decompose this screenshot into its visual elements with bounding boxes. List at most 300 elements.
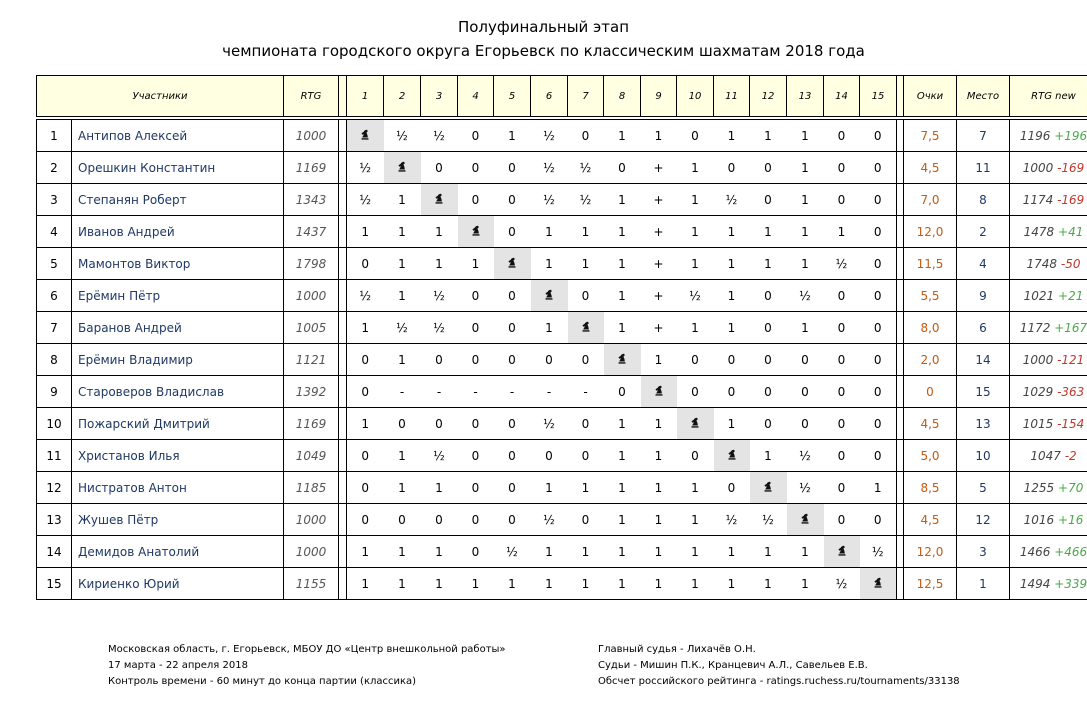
player-rtg: 1049 (284, 440, 339, 472)
result-cell: 1 (458, 248, 494, 280)
player-rtg-new (1010, 312, 1087, 344)
result-cell: 0 (421, 504, 458, 536)
result-cell: 1 (604, 504, 641, 536)
knight-icon (652, 386, 666, 400)
result-cell: 0 (824, 120, 860, 152)
rtg-new-value: 1478 (1023, 224, 1055, 239)
result-cell: 1 (677, 248, 714, 280)
result-cell: 0 (824, 472, 860, 504)
result-cell: + (641, 280, 677, 312)
table-row (37, 472, 1087, 504)
result-cell: 0 (384, 408, 421, 440)
result-cell: 1 (421, 536, 458, 568)
result-cell: 0 (458, 184, 494, 216)
result-cell: 1 (568, 536, 604, 568)
result-cell: 1 (531, 312, 568, 344)
table-row (37, 408, 1087, 440)
rtg-new-value: 1255 (1023, 480, 1055, 495)
self-cell (347, 120, 384, 152)
result-cell: 1 (347, 216, 384, 248)
result-cell: ½ (531, 504, 568, 536)
result-cell: 1 (641, 568, 677, 600)
result-cell: 1 (750, 248, 787, 280)
rtg-delta: +16 (1058, 512, 1084, 527)
result-cell: 1 (568, 568, 604, 600)
result-cell: 0 (824, 152, 860, 184)
result-cell: 1 (641, 536, 677, 568)
header-row (37, 76, 1087, 117)
self-cell (604, 344, 641, 376)
player-points: 5,5 (904, 280, 957, 312)
result-cell: 0 (494, 408, 531, 440)
result-cell: 0 (604, 376, 641, 408)
player-number: 13 (37, 504, 72, 536)
result-cell: 0 (860, 184, 897, 216)
result-cell: 0 (458, 152, 494, 184)
self-cell (531, 280, 568, 312)
player-rtg: 1155 (284, 568, 339, 600)
result-cell: 0 (824, 376, 860, 408)
table-row (37, 152, 1087, 184)
result-cell: 1 (347, 536, 384, 568)
player-name: Ерёмин Пётр (72, 280, 284, 312)
result-cell: ½ (347, 152, 384, 184)
result-cell: 0 (860, 216, 897, 248)
player-name: Иванов Андрей (72, 216, 284, 248)
result-cell: 1 (787, 568, 824, 600)
table-row (37, 376, 1087, 408)
result-cell: 0 (494, 152, 531, 184)
player-place: 7 (957, 120, 1010, 152)
result-cell: 1 (677, 536, 714, 568)
result-cell: 0 (347, 504, 384, 536)
result-cell: ½ (384, 312, 421, 344)
result-cell: 0 (677, 440, 714, 472)
result-cell: 1 (677, 312, 714, 344)
result-cell: ½ (824, 568, 860, 600)
round-header: 5 (494, 76, 531, 117)
self-cell (714, 440, 750, 472)
result-cell: 1 (531, 536, 568, 568)
result-cell: 1 (421, 472, 458, 504)
player-points: 8,5 (904, 472, 957, 504)
round-header: 12 (750, 76, 787, 117)
player-rtg: 1392 (284, 376, 339, 408)
result-cell: 0 (494, 440, 531, 472)
result-cell: 0 (677, 344, 714, 376)
result-cell: 0 (677, 120, 714, 152)
result-cell: ½ (421, 280, 458, 312)
result-cell: 0 (494, 216, 531, 248)
round-header: 13 (787, 76, 824, 117)
result-cell: 0 (860, 312, 897, 344)
round-header: 15 (860, 76, 897, 117)
result-cell: ½ (347, 280, 384, 312)
self-cell (641, 376, 677, 408)
table-row (37, 312, 1087, 344)
result-cell: 0 (494, 344, 531, 376)
table-row (37, 120, 1087, 152)
result-cell: 0 (458, 472, 494, 504)
result-cell: 0 (347, 376, 384, 408)
result-cell: 0 (714, 344, 750, 376)
result-cell: 1 (531, 568, 568, 600)
result-cell: 0 (347, 344, 384, 376)
rtg-delta: +70 (1058, 480, 1084, 495)
result-cell: 1 (604, 408, 641, 440)
result-cell: 1 (714, 312, 750, 344)
result-cell: 0 (568, 280, 604, 312)
player-rtg-new (1010, 408, 1087, 440)
player-number: 3 (37, 184, 72, 216)
player-rtg-new (1010, 536, 1087, 568)
knight-icon (761, 482, 775, 496)
result-cell: 1 (458, 568, 494, 600)
result-cell: 1 (384, 440, 421, 472)
result-cell: 1 (531, 216, 568, 248)
rtg-new-header: RTG new (1010, 76, 1087, 117)
result-cell: 0 (494, 312, 531, 344)
result-cell: 1 (750, 536, 787, 568)
player-number: 1 (37, 120, 72, 152)
result-cell: ½ (787, 280, 824, 312)
rtg-delta: +196 (1054, 128, 1087, 143)
result-cell: 0 (860, 408, 897, 440)
player-place: 15 (957, 376, 1010, 408)
place-header: Место (957, 76, 1010, 117)
result-cell: 0 (421, 344, 458, 376)
result-cell: 0 (750, 408, 787, 440)
result-cell: 1 (604, 312, 641, 344)
result-cell: 1 (787, 184, 824, 216)
result-cell: 0 (677, 376, 714, 408)
player-rtg-new (1010, 248, 1087, 280)
result-cell: 1 (677, 568, 714, 600)
result-cell: 0 (750, 344, 787, 376)
result-cell: 0 (750, 184, 787, 216)
result-cell: 0 (824, 312, 860, 344)
rtg-new-value: 1021 (1023, 288, 1055, 303)
player-rtg: 1000 (284, 504, 339, 536)
player-rtg-new (1010, 344, 1087, 376)
result-cell: 0 (824, 408, 860, 440)
knight-icon (395, 162, 409, 176)
result-cell: - (531, 376, 568, 408)
rtg-delta: -50 (1060, 256, 1081, 271)
result-cell: 1 (384, 280, 421, 312)
result-cell: - (421, 376, 458, 408)
round-header: 2 (384, 76, 421, 117)
result-cell: 1 (714, 408, 750, 440)
result-cell: 1 (824, 216, 860, 248)
result-cell: 0 (824, 440, 860, 472)
result-cell: 0 (494, 184, 531, 216)
result-cell: 1 (421, 216, 458, 248)
rtg-new-value: 1466 (1019, 544, 1051, 559)
result-cell: 1 (787, 248, 824, 280)
rtg-delta: +339 (1054, 576, 1087, 591)
result-cell: 1 (714, 248, 750, 280)
result-cell: + (641, 312, 677, 344)
result-cell: 0 (750, 312, 787, 344)
player-rtg: 1000 (284, 120, 339, 152)
player-rtg-new (1010, 504, 1087, 536)
rtg-new-value: 1015 (1022, 416, 1054, 431)
player-number: 4 (37, 216, 72, 248)
result-cell: 0 (458, 504, 494, 536)
rtg-delta: +167 (1054, 320, 1087, 335)
result-cell: 1 (641, 472, 677, 504)
result-cell: 0 (421, 152, 458, 184)
result-cell: 0 (824, 280, 860, 312)
round-header: 1 (347, 76, 384, 117)
player-points: 12,0 (904, 216, 957, 248)
player-points: 11,5 (904, 248, 957, 280)
player-rtg: 1798 (284, 248, 339, 280)
result-cell: + (641, 248, 677, 280)
table-row (37, 248, 1087, 280)
result-cell: 0 (347, 248, 384, 280)
footer-venue: Московская область, г. Егорьевск, МБОУ ДО «Центр внешкольной работы» (108, 644, 506, 655)
self-cell (384, 152, 421, 184)
result-cell: 1 (421, 568, 458, 600)
result-cell: ½ (384, 120, 421, 152)
player-name: Ерёмин Владимир (72, 344, 284, 376)
result-cell: 1 (384, 536, 421, 568)
rtg-delta: -363 (1057, 384, 1085, 399)
knight-icon (725, 450, 739, 464)
result-cell: 0 (494, 504, 531, 536)
result-cell: ½ (568, 184, 604, 216)
player-place: 3 (957, 536, 1010, 568)
player-number: 8 (37, 344, 72, 376)
rtg-delta: -154 (1057, 416, 1085, 431)
player-rtg-new (1010, 120, 1087, 152)
points-header: Очки (904, 76, 957, 117)
player-place: 4 (957, 248, 1010, 280)
result-cell: 1 (750, 568, 787, 600)
result-cell: + (641, 152, 677, 184)
result-cell: 1 (677, 216, 714, 248)
result-cell: 0 (860, 440, 897, 472)
player-rtg-new (1010, 440, 1087, 472)
player-rtg: 1005 (284, 312, 339, 344)
result-cell: 0 (458, 344, 494, 376)
result-cell: 0 (531, 440, 568, 472)
result-cell: 0 (458, 280, 494, 312)
self-cell (421, 184, 458, 216)
result-cell: 0 (568, 504, 604, 536)
rtg-delta: +466 (1054, 544, 1087, 559)
knight-icon (542, 290, 556, 304)
result-cell: 0 (824, 344, 860, 376)
result-cell: 1 (641, 440, 677, 472)
result-cell: 1 (714, 216, 750, 248)
player-rtg: 1121 (284, 344, 339, 376)
player-name: Нистратов Антон (72, 472, 284, 504)
result-cell: 0 (787, 376, 824, 408)
knight-icon (835, 546, 849, 560)
result-cell: 0 (568, 344, 604, 376)
player-points: 5,0 (904, 440, 957, 472)
result-cell: 1 (531, 472, 568, 504)
player-points: 4,5 (904, 408, 957, 440)
result-cell: 1 (750, 216, 787, 248)
self-cell (458, 216, 494, 248)
player-name: Христанов Илья (72, 440, 284, 472)
knight-icon (505, 258, 519, 272)
result-cell: - (568, 376, 604, 408)
result-cell: + (641, 184, 677, 216)
player-points: 2,0 (904, 344, 957, 376)
player-place: 9 (957, 280, 1010, 312)
result-cell: 0 (750, 152, 787, 184)
player-points: 12,5 (904, 568, 957, 600)
title-line-1: Полуфинальный этап (457, 18, 630, 36)
player-rtg: 1169 (284, 152, 339, 184)
result-cell: 0 (458, 408, 494, 440)
round-header: 7 (568, 76, 604, 117)
self-cell (494, 248, 531, 280)
round-header: 14 (824, 76, 860, 117)
result-cell: 0 (787, 344, 824, 376)
player-rtg-new (1010, 568, 1087, 600)
result-cell: 1 (421, 248, 458, 280)
result-cell: 0 (860, 120, 897, 152)
result-cell: 1 (714, 536, 750, 568)
player-name: Баранов Андрей (72, 312, 284, 344)
result-cell: 0 (860, 152, 897, 184)
result-cell: 0 (860, 376, 897, 408)
rtg-new-value: 1016 (1023, 512, 1055, 527)
result-cell: 1 (714, 280, 750, 312)
result-cell: ½ (531, 120, 568, 152)
result-cell: 1 (787, 120, 824, 152)
player-points: 12,0 (904, 536, 957, 568)
result-cell: ½ (787, 440, 824, 472)
rtg-delta: +41 (1058, 224, 1084, 239)
participants-header: Участники (37, 76, 284, 117)
round-header: 3 (421, 76, 458, 117)
table-row (37, 216, 1087, 248)
result-cell: + (641, 216, 677, 248)
footer-chief-arbiter: Главный судья - Лихачёв О.Н. (598, 644, 756, 655)
round-header: 11 (714, 76, 750, 117)
rtg-delta: +21 (1058, 288, 1084, 303)
result-cell: ½ (494, 536, 531, 568)
footer-rating-link: Обсчет российского рейтинга - ratings.ruchess.ru/tournaments/33138 (598, 676, 960, 687)
player-number: 7 (37, 312, 72, 344)
table-row (37, 344, 1087, 376)
result-cell: 1 (677, 184, 714, 216)
player-rtg: 1169 (284, 408, 339, 440)
player-place: 12 (957, 504, 1010, 536)
result-cell: 0 (347, 440, 384, 472)
player-name: Орешкин Константин (72, 152, 284, 184)
result-cell: 0 (824, 184, 860, 216)
player-number: 10 (37, 408, 72, 440)
player-name: Антипов Алексей (72, 120, 284, 152)
knight-icon (615, 354, 629, 368)
result-cell: 1 (750, 440, 787, 472)
player-rtg: 1437 (284, 216, 339, 248)
rtg-new-value: 1748 (1026, 256, 1058, 271)
knight-icon (579, 322, 593, 336)
result-cell: 0 (458, 120, 494, 152)
result-cell: 1 (568, 472, 604, 504)
result-cell: ½ (750, 504, 787, 536)
result-cell: ½ (787, 472, 824, 504)
result-cell: ½ (568, 152, 604, 184)
result-cell: 0 (714, 472, 750, 504)
self-cell (568, 312, 604, 344)
rtg-new-value: 1494 (1019, 576, 1051, 591)
rtg-new-value: 1172 (1019, 320, 1051, 335)
player-number: 5 (37, 248, 72, 280)
knight-icon (871, 578, 885, 592)
rtg-new-value: 1000 (1022, 352, 1054, 367)
table-row (37, 536, 1087, 568)
result-cell: 0 (458, 440, 494, 472)
player-points: 4,5 (904, 152, 957, 184)
result-cell: 1 (604, 440, 641, 472)
knight-icon (469, 226, 483, 240)
player-points: 0 (904, 376, 957, 408)
knight-icon (358, 130, 372, 144)
player-rtg-new (1010, 184, 1087, 216)
result-cell: 0 (860, 344, 897, 376)
player-place: 6 (957, 312, 1010, 344)
result-cell: - (384, 376, 421, 408)
result-cell: 1 (787, 216, 824, 248)
result-cell: 1 (714, 120, 750, 152)
result-cell: 1 (641, 504, 677, 536)
player-rtg: 1185 (284, 472, 339, 504)
result-cell: 0 (714, 376, 750, 408)
result-cell: 1 (641, 120, 677, 152)
result-cell: 1 (384, 568, 421, 600)
player-rtg: 1343 (284, 184, 339, 216)
footer-time-control: Контроль времени - 60 минут до конца партии (классика) (108, 676, 417, 687)
result-cell: 1 (641, 408, 677, 440)
result-cell: 0 (860, 280, 897, 312)
result-cell: 0 (568, 440, 604, 472)
round-header: 8 (604, 76, 641, 117)
result-cell: 1 (860, 472, 897, 504)
player-place: 5 (957, 472, 1010, 504)
footer-right (598, 642, 960, 690)
table-row (37, 504, 1087, 536)
rtg-delta: -2 (1064, 448, 1077, 463)
footer-arbiters: Судьи - Мишин П.К., Кранцевич А.Л., Савельев Е.В. (598, 660, 868, 671)
result-cell: 0 (787, 408, 824, 440)
round-header: 6 (531, 76, 568, 117)
player-points: 7,0 (904, 184, 957, 216)
result-cell: 0 (750, 280, 787, 312)
result-cell: ½ (531, 408, 568, 440)
result-cell: 0 (347, 472, 384, 504)
result-cell: 1 (347, 408, 384, 440)
player-place: 8 (957, 184, 1010, 216)
player-rtg: 1000 (284, 280, 339, 312)
result-cell: 0 (421, 408, 458, 440)
player-rtg-new (1010, 152, 1087, 184)
result-cell: 1 (604, 248, 641, 280)
player-name: Староверов Владислав (72, 376, 284, 408)
result-cell: ½ (531, 184, 568, 216)
self-cell (677, 408, 714, 440)
player-name: Пожарский Дмитрий (72, 408, 284, 440)
